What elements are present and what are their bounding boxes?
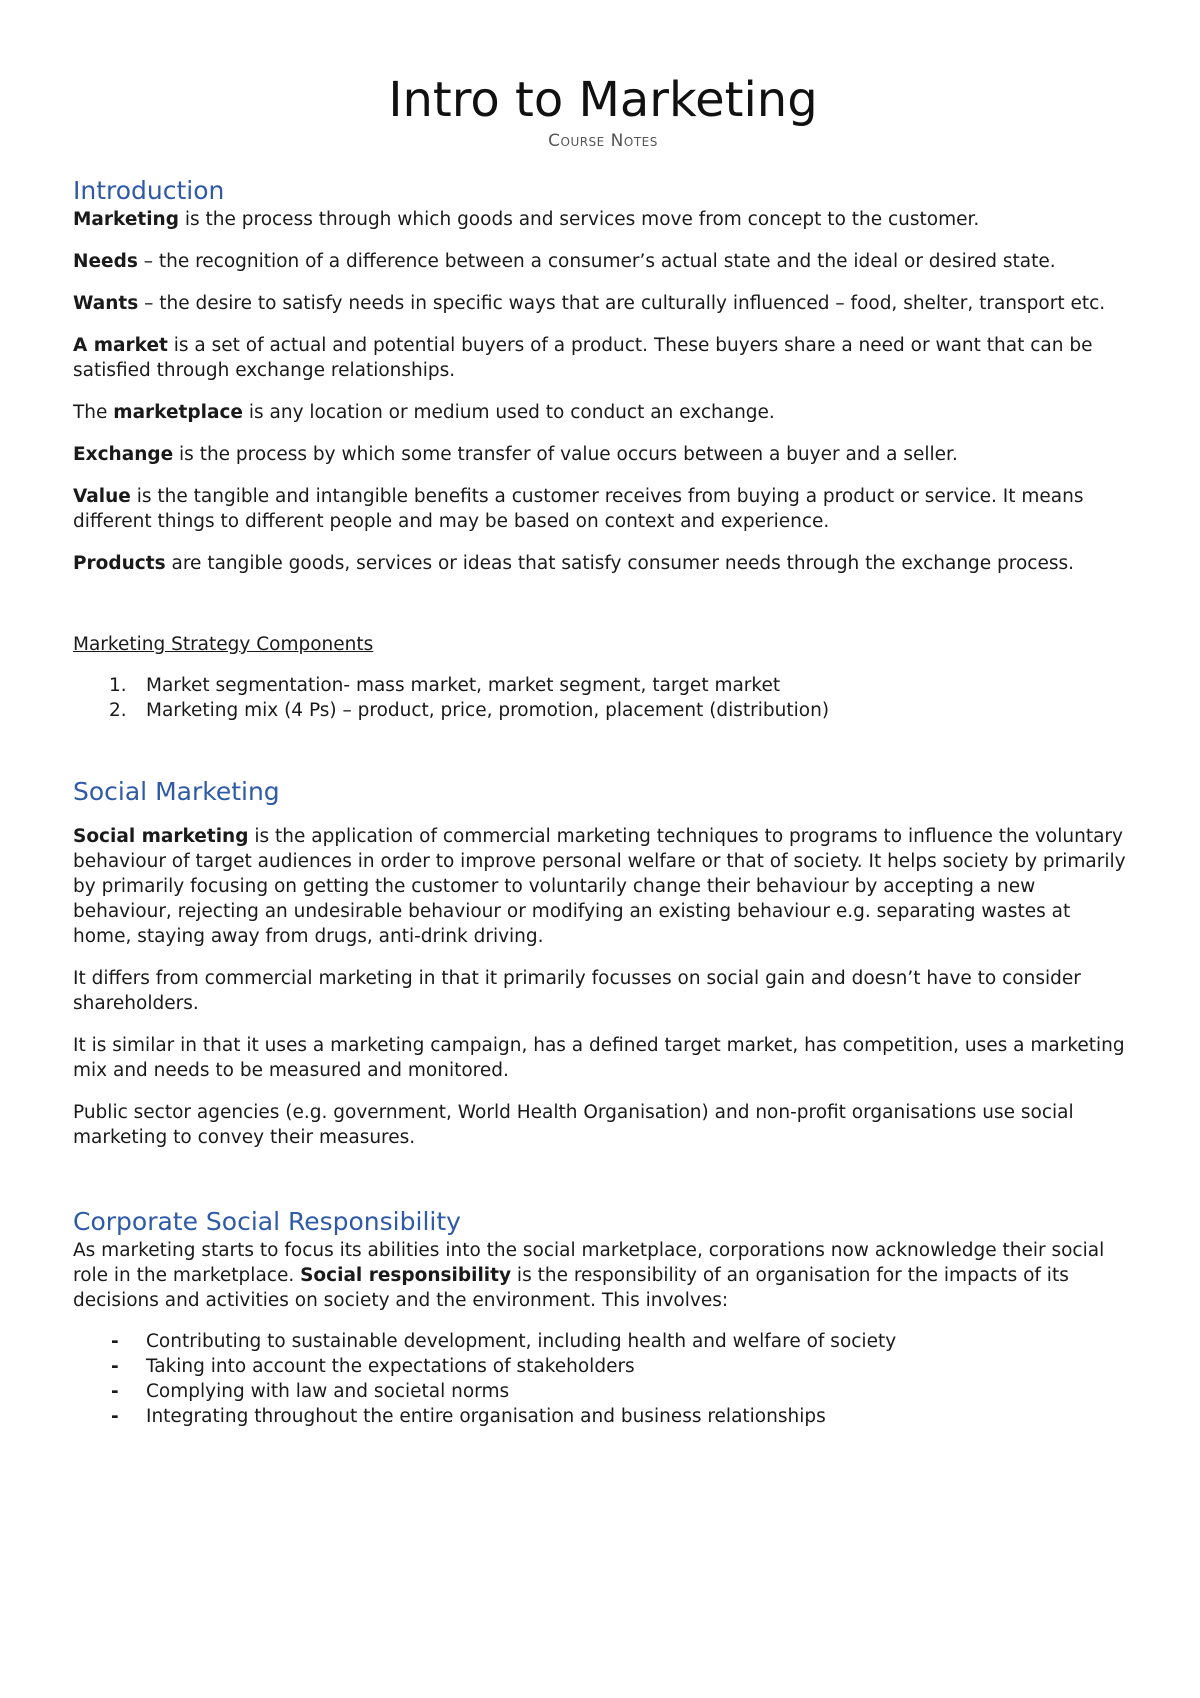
term: Value <box>73 486 131 507</box>
social-marketing-similarity: It is similar in that it uses a marketing campaign, has a defined target market, has competition, uses a marketing mix and needs to be measured and monitored. <box>73 1035 1125 1081</box>
csr-list <box>73 1329 1133 1429</box>
term: Needs <box>73 251 138 272</box>
term: Marketing <box>73 209 179 230</box>
term: Products <box>73 553 166 574</box>
section-heading-introduction: Introduction <box>73 176 225 205</box>
list-item: - Contributing to sustainable development, including health and welfare of society <box>111 1331 897 1352</box>
document-title: Intro to Marketing <box>388 72 818 128</box>
definition-marketplace: The marketplace is any location or medium used to conduct an exchange. <box>73 402 775 423</box>
term: marketplace <box>113 402 243 423</box>
social-marketing-users: Public sector agencies (e.g. government, World Health Organisation) and non-profit organisations use social marketing to convey their measures. <box>73 1102 1074 1148</box>
definition-products: Products are tangible goods, services or ideas that satisfy consumer needs through the exchange process. <box>73 553 1075 574</box>
definition-value: Value is the tangible and intangible benefits a customer receives from buying a product or service. It means different things to different people and may be based on context and experience. <box>73 486 1084 532</box>
list-item: - Complying with law and societal norms <box>111 1381 510 1402</box>
definition-needs: Needs – the recognition of a difference between a consumer’s actual state and the ideal or desired state. <box>73 251 1056 272</box>
social-marketing-difference: It differs from commercial marketing in that it primarily focusses on social gain and doesn’t have to consider shareholders. <box>73 968 1081 1014</box>
document-subtitle: Course Notes <box>548 131 658 151</box>
term: Social marketing <box>73 826 249 847</box>
list-item: 1. Market segmentation- mass market, market segment, target market <box>109 675 781 696</box>
term: Social responsibility <box>300 1265 512 1286</box>
term: A market <box>73 335 168 356</box>
section-heading-social-marketing: Social Marketing <box>73 777 280 806</box>
term: Exchange <box>73 444 174 465</box>
section-heading-csr: Corporate Social Responsibility <box>73 1207 461 1236</box>
social-marketing-definition: Social marketing is the application of commercial marketing techniques to programs to influence the voluntary behaviour of target audiences in order to improve personal welfare or that of society. It helps society by primarily by primarily focusing on getting the customer to voluntarily change their behaviour by accepting a new behaviour, rejecting an undesirable behaviour or modifying an existing behaviour e.g. separating wastes at home, staying away from drugs, anti-drink driving. <box>73 826 1126 947</box>
definition-exchange: Exchange is the process by which some transfer of value occurs between a buyer and a seller. <box>73 444 958 465</box>
csr-intro: As marketing starts to focus its abilities into the social marketplace, corporations now acknowledge their social role in the marketplace. Social responsibility is the responsibility of an organisation for the impacts of its decisions and activities on society and the environment. This involves: <box>73 1240 1105 1311</box>
definition-marketing: Marketing is the process through which goods and services move from concept to the customer. <box>73 209 980 230</box>
subheading-strategy-components: Marketing Strategy Components <box>73 634 374 655</box>
term: Wants <box>73 293 139 314</box>
definition-market: A market is a set of actual and potential buyers of a product. These buyers share a need or want that can be satisfied through exchange relationships. <box>73 335 1093 381</box>
list-item: - Taking into account the expectations of stakeholders <box>111 1356 635 1377</box>
definition-wants: Wants – the desire to satisfy needs in specific ways that are culturally influenced – food, shelter, transport etc. <box>73 293 1106 314</box>
strategy-list <box>73 673 1133 723</box>
document-content <box>73 70 1133 1429</box>
list-item: - Integrating throughout the entire organisation and business relationships <box>111 1406 826 1427</box>
list-item: 2. Marketing mix (4 Ps) – product, price, promotion, placement (distribution) <box>109 700 830 721</box>
